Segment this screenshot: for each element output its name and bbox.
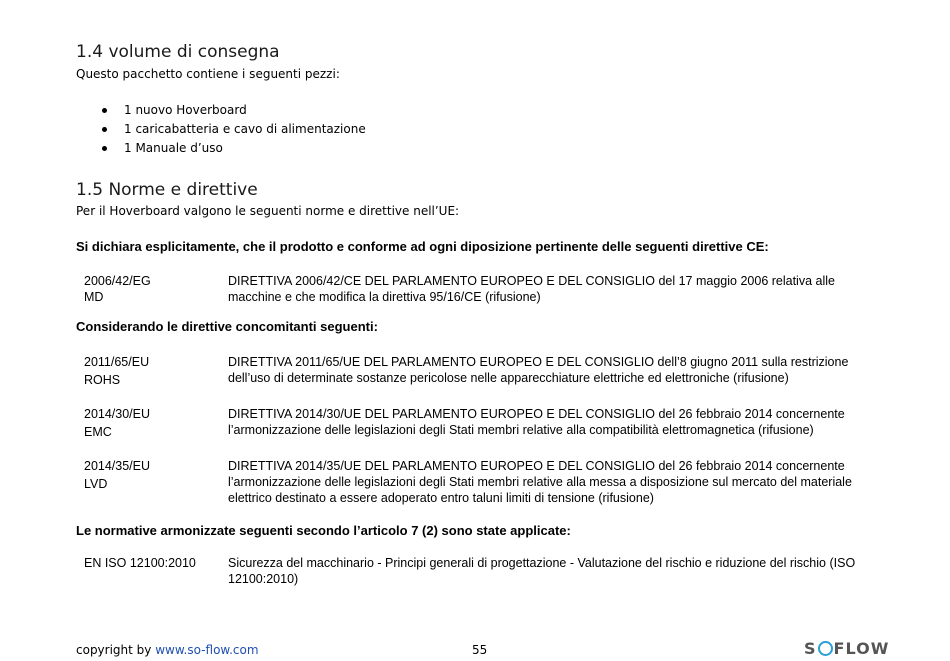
declaration-text: Si dichiara esplicitamente, che il prodotto e conforme ad ogni diposizione pertinente delle seguenti direttive CE:	[76, 239, 769, 254]
page-number: 55	[472, 643, 488, 657]
harmonized-heading: Le normative armonizzate seguenti secondo l’articolo 7 (2) sono state applicate:	[76, 523, 571, 538]
website-link[interactable]: www.so-flow.com	[155, 643, 259, 657]
delivery-intro: Questo pacchetto contiene i seguenti pezzi:	[76, 67, 340, 81]
standard-description: Sicurezza del macchinario - Principi generali di progettazione - Valutazione del rischio e riduzione del rischio (ISO 12100:2010)	[228, 556, 856, 586]
directive-description: DIRETTIVA 2006/42/CE DEL PARLAMENTO EUROPEO E DEL CONSIGLIO del 17 maggio 2006 relativa alle macchine e che modifica la direttiva 95/16/CE (rifusione)	[228, 274, 835, 304]
logo-ring-icon	[818, 641, 833, 656]
section-heading-norms: 1.5 Norme e direttive	[76, 180, 258, 200]
bullet-icon	[102, 108, 107, 113]
directive-description: DIRETTIVA 2011/65/UE DEL PARLAMENTO EUROPEO E DEL CONSIGLIO dell’8 giugno 2011 sulla restrizione dell’uso di determinate sostanze pericolose nelle apparecchiature elettriche ed elettroniche (rifusione)	[228, 355, 849, 385]
soflow-logo: S FLOW	[804, 638, 890, 658]
directive-description: DIRETTIVA 2014/30/UE DEL PARLAMENTO EUROPEO E DEL CONSIGLIO del 26 febbraio 2014 concernente l’armonizzazione delle legislazioni degli Stati membri relative alla compatibilità elettromagnetica (rifusione)	[228, 407, 845, 437]
norms-intro: Per il Hoverboard valgono le seguenti norme e direttive nell’UE:	[76, 204, 460, 218]
section-heading-delivery: 1.4 volume di consegna	[76, 42, 280, 62]
concomitant-heading: Considerando le direttive concomitanti seguenti:	[76, 319, 378, 334]
directive-description: DIRETTIVA 2014/35/UE DEL PARLAMENTO EUROPEO E DEL CONSIGLIO del 26 febbraio 2014 concernente l’armonizzazione delle legislazioni degli Stati membri relative alla messa a disposizione sul mercato del materiale elettrico destinato a essere adoperato entro taluni limiti di tensione (rifusione)	[228, 459, 852, 505]
delivery-items-list	[102, 101, 366, 158]
standard-code: EN ISO 12100:2010	[84, 556, 196, 570]
directive-code: 2014/35/EU LVD	[84, 459, 151, 491]
list-item: 1 caricabatteria e cavo di alimentazione	[102, 120, 366, 139]
directive-code: 2014/30/EU EMC	[84, 407, 151, 439]
list-item: 1 nuovo Hoverboard	[102, 101, 366, 120]
list-item: 1 Manuale d’uso	[102, 139, 366, 158]
directive-code: 2006/42/EG MD	[84, 274, 151, 304]
bullet-icon	[102, 127, 107, 132]
directive-code: 2011/65/EU ROHS	[84, 355, 150, 387]
bullet-icon	[102, 146, 107, 151]
footer-copyright: copyright by www.so-flow.com	[76, 643, 259, 657]
